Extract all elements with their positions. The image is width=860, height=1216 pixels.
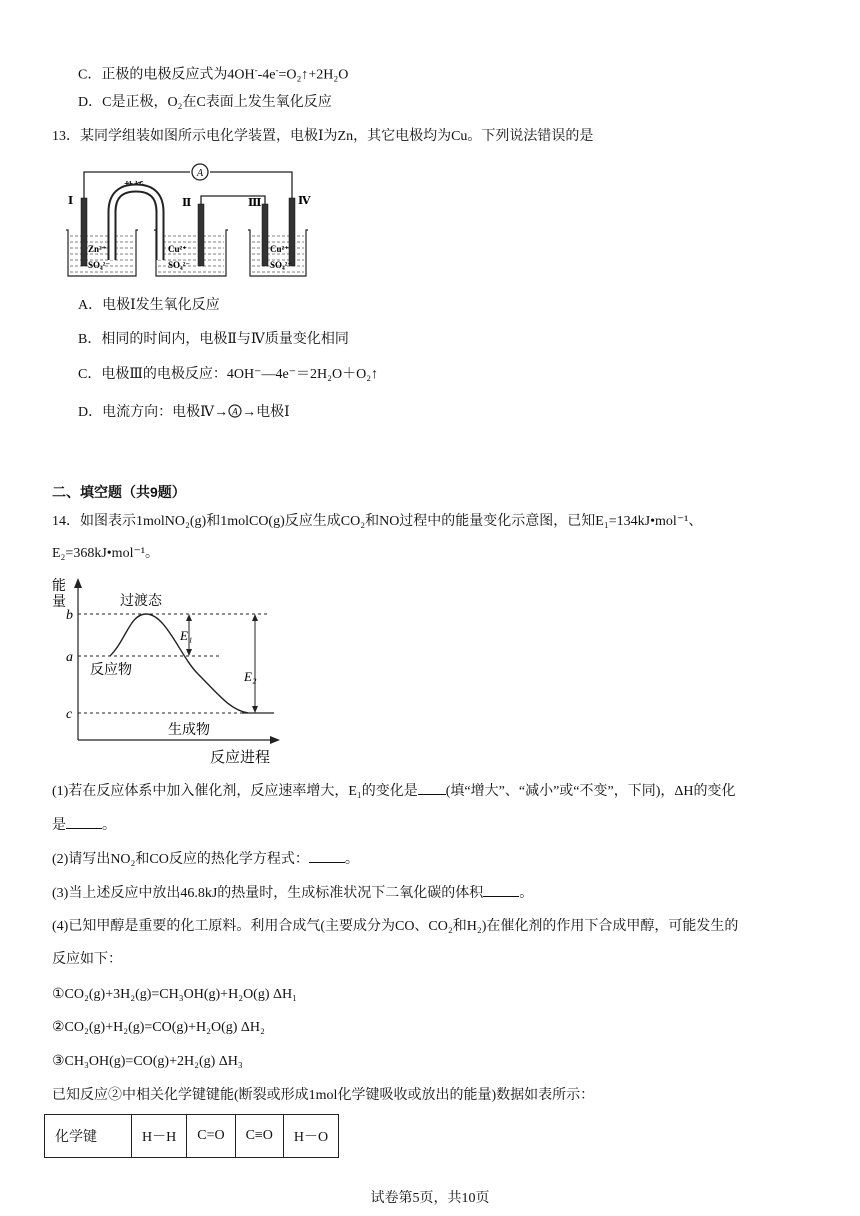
answer-blank[interactable] [309, 850, 345, 863]
table-row [45, 1115, 339, 1158]
svg-text:SO₄²⁻: SO₄²⁻ [168, 260, 191, 270]
q12-option-d: D．C是正极，O₂在C表面上发生氧化反应 [78, 95, 332, 110]
svg-text:Cu²⁺: Cu²⁺ [168, 244, 187, 254]
reaction-1: ①CO₂(g)+3H₂(g)=CH₃OH(g)+H₂O(g) ΔH₁ [52, 987, 297, 1002]
reaction-2: ②CO₂(g)+H₂(g)=CO(g)+H₂O(g) ΔH₂ [52, 1020, 265, 1035]
ammeter-icon [228, 404, 242, 418]
q14-part1-line1: (1)若在反应体系中加入催化剂，反应速率增大，E₁的变化是 (填“增大”、“减小”或“不变”，下同)，ΔH的变化 [52, 784, 736, 799]
svg-text:能: 能 [52, 579, 66, 594]
svg-text:E₁: E₁ [180, 628, 193, 643]
q13-stem: 13．某同学组装如图所示电化学装置，电极Ⅰ为Zn，其它电极均为Cu。下列说法错误的是 [52, 129, 594, 144]
page-footer: 试卷第5页，共10页 [370, 1191, 490, 1206]
svg-text:a: a [66, 650, 73, 665]
svg-text:A: A [196, 168, 204, 179]
svg-text:Ⅱ: Ⅱ [182, 197, 192, 209]
q13-option-a: A．电极Ⅰ发生氧化反应 [78, 298, 220, 313]
svg-text:Cu²⁺: Cu²⁺ [270, 244, 289, 254]
q14-part3: (3)当上述反应中放出46.8kJ的热量时，生成标准状况下二氧化碳的体积 。 [52, 886, 534, 901]
svg-text:过渡态: 过渡态 [120, 594, 162, 609]
answer-blank[interactable] [66, 816, 102, 829]
reaction-3: ③CH₃OH(g)=CO(g)+2H₂(g) ΔH₃ [52, 1054, 243, 1069]
q12-option-c: C．正极的电极反应式为4OH--4e-=O₂↑+2H₂O [78, 65, 349, 83]
svg-text:量: 量 [52, 595, 66, 610]
bond-energy-table [44, 1114, 339, 1158]
svg-text:E₂: E₂ [244, 669, 257, 684]
q13-option-d: D．电流方向：电极Ⅳ→ A →电极Ⅰ [78, 405, 290, 420]
electrochemical-cell-figure [62, 160, 312, 280]
svg-text:Ⅰ: Ⅰ [68, 195, 74, 207]
table-header-cell: 化学键 [45, 1115, 132, 1158]
q13-option-b: B．相同的时间内，电极Ⅱ与Ⅳ质量变化相同 [78, 332, 349, 347]
svg-text:Ⅲ: Ⅲ [248, 197, 262, 209]
svg-text:A: A [232, 406, 238, 417]
svg-text:c: c [66, 707, 73, 722]
section-heading: 二、填空题（共9题） [52, 484, 186, 500]
svg-text:Ⅳ: Ⅳ [298, 195, 311, 207]
svg-text:Zn²⁺: Zn²⁺ [88, 244, 107, 254]
q14-part4-line1: (4)已知甲醇是重要的化工原料。利用合成气(主要成分为CO、CO₂和H₂)在催化剂的作用下合成甲醇，可能发生的 [52, 919, 739, 934]
q14-stem-line2: E₂=368kJ•mol⁻¹。 [52, 546, 160, 561]
q13-option-c: C．电极Ⅲ的电极反应：4OH⁻—4e⁻＝2H₂O＋O₂↑ [78, 367, 379, 382]
table-header-cell: H－O [283, 1115, 338, 1158]
table-header-cell: H－H [132, 1115, 187, 1158]
electrode-3 [262, 204, 268, 266]
electrode-4 [289, 198, 295, 266]
svg-text:生成物: 生成物 [168, 723, 210, 738]
svg-text:盐桥: 盐桥 [124, 182, 144, 193]
svg-text:反应进程: 反应进程 [210, 750, 271, 766]
table-header-cell: C=O [187, 1115, 235, 1158]
answer-blank[interactable] [418, 782, 446, 795]
svg-text:SO₄²⁻: SO₄²⁻ [270, 260, 293, 270]
energy-diagram [48, 574, 288, 766]
svg-text:反应物: 反应物 [90, 663, 132, 678]
table-header-cell: C≡O [235, 1115, 283, 1158]
electrode-1 [81, 198, 87, 266]
q14-stem-line1: 14．如图表示1molNO₂(g)和1molCO(g)反应生成CO₂和NO过程中的能量变化示意图，已知E₁=134kJ•mol⁻¹、 [52, 514, 703, 529]
svg-text:SO₄²⁻: SO₄²⁻ [88, 260, 111, 270]
answer-blank[interactable] [483, 884, 519, 897]
electrode-2 [198, 204, 204, 266]
q14-part4-line2: 反应如下： [52, 952, 122, 967]
svg-text:b: b [66, 608, 73, 623]
q14-part2: (2)请写出NO₂和CO反应的热化学方程式： 。 [52, 852, 359, 867]
table-intro: 已知反应②中相关化学键键能(断裂或形成1mol化学键吸收或放出的能量)数据如表所示： [52, 1088, 595, 1103]
q14-part1-line2: 是 。 [52, 818, 116, 833]
